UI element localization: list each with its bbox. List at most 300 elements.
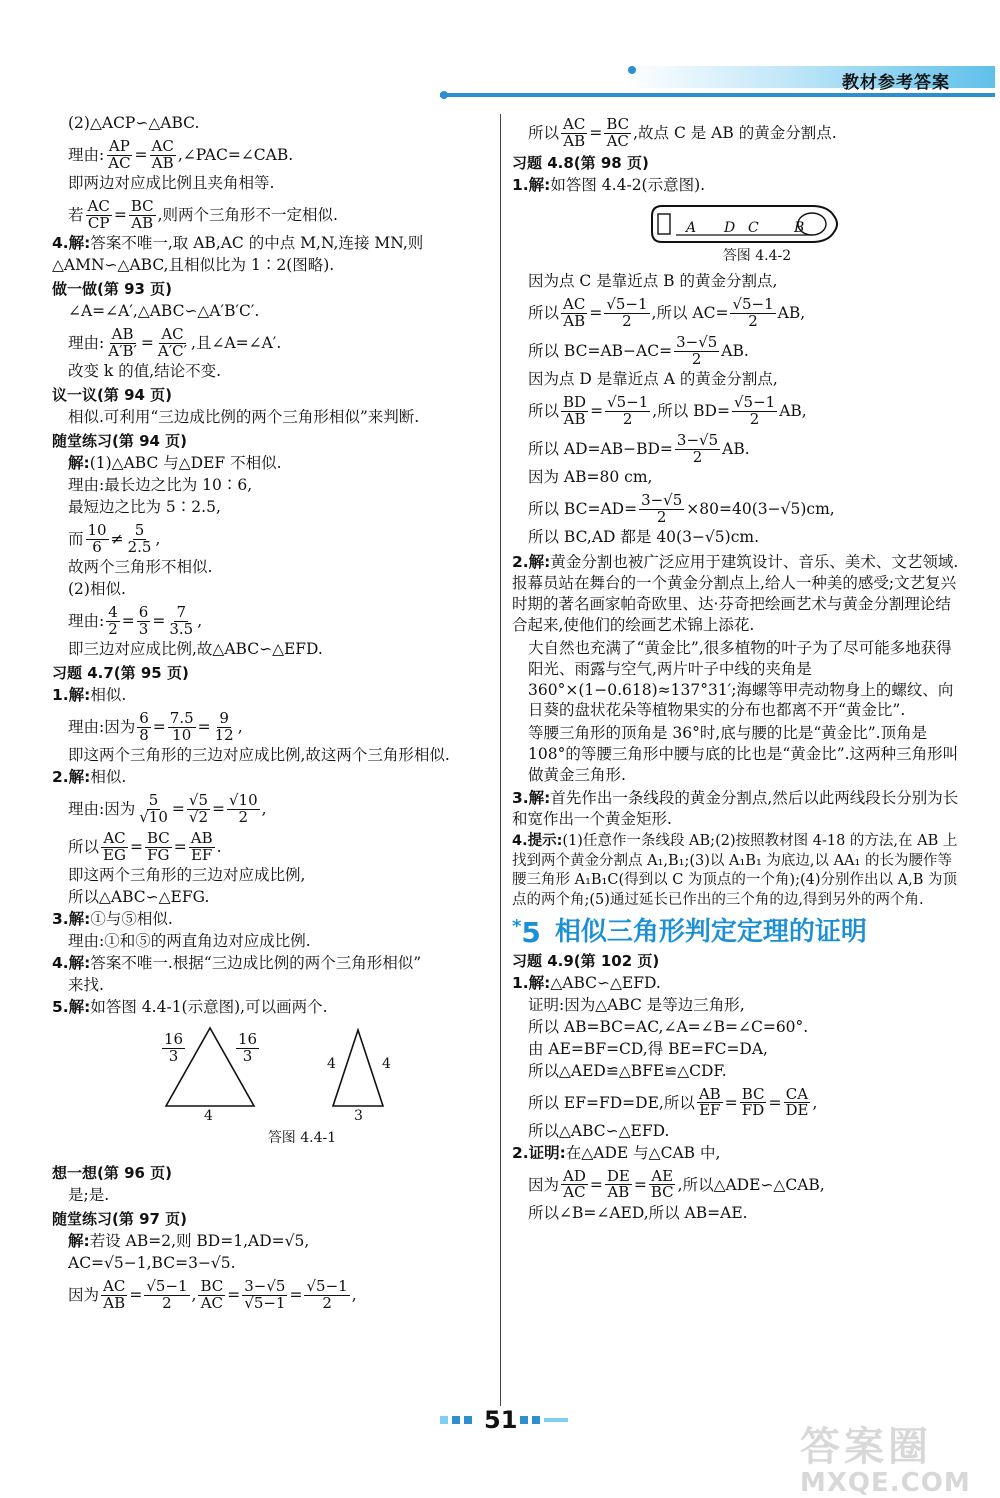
answer-label: 2.解: bbox=[512, 553, 551, 571]
formula-line bbox=[52, 136, 492, 174]
fraction bbox=[168, 708, 196, 744]
text-line: 即这两个三角形的三边对应成比例, bbox=[68, 866, 306, 884]
denominator: AC bbox=[563, 1183, 586, 1202]
numerator: 10 bbox=[87, 520, 107, 539]
operator: = bbox=[152, 717, 166, 736]
text: , bbox=[197, 611, 203, 630]
operator: = bbox=[724, 1093, 738, 1112]
fraction bbox=[675, 430, 720, 466]
text: 如答图 4.4-1(示意图),可以画两个. bbox=[90, 998, 328, 1016]
answer-label: 4.解: bbox=[52, 954, 91, 972]
operator: = bbox=[590, 401, 604, 420]
denominator: EG bbox=[103, 845, 126, 864]
text-line: 因为点 D 是靠近点 A 的黄金分割点, bbox=[528, 370, 778, 388]
text-line: ∠A=∠A′,△ABC∽△A′B′C′. bbox=[68, 302, 260, 320]
violin-outline bbox=[652, 206, 837, 242]
side-label-fraction bbox=[236, 1032, 259, 1065]
numerator: AC bbox=[151, 136, 174, 155]
chapter-number-text: 5 bbox=[521, 916, 541, 950]
operator: = bbox=[633, 1175, 647, 1194]
fraction bbox=[561, 114, 587, 150]
section-heading: 想一想(第 96 页) bbox=[52, 1164, 173, 1182]
denominator: BC bbox=[650, 1183, 674, 1202]
text: ,故点 C 是 AB 的黄金分割点. bbox=[633, 123, 837, 142]
denominator: AB bbox=[563, 131, 586, 150]
fraction bbox=[187, 790, 210, 826]
text: 理由:因为 bbox=[68, 717, 136, 736]
fraction bbox=[106, 324, 139, 360]
denominator: AB bbox=[131, 213, 154, 232]
numerator: √5−1 bbox=[606, 294, 648, 313]
text-line: 来找. bbox=[68, 976, 104, 994]
denominator: AC bbox=[200, 1293, 224, 1312]
fraction bbox=[189, 828, 215, 864]
denominator: √2 bbox=[188, 807, 208, 826]
text: 所以 AD=AB−BD= bbox=[528, 439, 673, 458]
denominator: 2 bbox=[656, 507, 667, 526]
operator: = bbox=[121, 611, 135, 630]
numerator: 5 bbox=[148, 790, 159, 809]
operator: = bbox=[197, 717, 211, 736]
fraction bbox=[106, 602, 120, 638]
text: 如答图 4.4-2(示意图). bbox=[550, 176, 706, 194]
fraction bbox=[740, 1084, 767, 1120]
denominator: 3 bbox=[138, 619, 149, 638]
text: . bbox=[216, 837, 222, 856]
numerator: 6 bbox=[139, 708, 149, 727]
fraction bbox=[137, 602, 151, 638]
fraction bbox=[730, 294, 775, 330]
chapter-mark: * bbox=[512, 916, 522, 938]
formula-line bbox=[512, 430, 962, 468]
fraction bbox=[604, 114, 631, 150]
answer-label: 2.证明: bbox=[512, 1143, 566, 1162]
header-dot bbox=[440, 91, 448, 99]
section-heading: 随堂练习(第 97 页) bbox=[52, 1210, 188, 1228]
text-line: 因为 AB=80 cm, bbox=[528, 468, 653, 486]
section-heading: 习题 4.9(第 102 页) bbox=[512, 951, 660, 970]
numerator: √5−1 bbox=[146, 1276, 188, 1295]
formula-line bbox=[512, 294, 962, 332]
numerator: BC bbox=[200, 1276, 224, 1295]
denominator: 2 bbox=[691, 349, 702, 368]
text-line: 所以 BC,AD 都是 40(3−√5)cm. bbox=[528, 528, 760, 546]
text: AB, bbox=[777, 303, 806, 322]
text: 因为 bbox=[68, 1285, 100, 1304]
numerator: AC bbox=[103, 1276, 126, 1295]
section-heading: 议一议(第 94 页) bbox=[52, 386, 173, 404]
text: 相似. bbox=[90, 686, 127, 704]
answer-line bbox=[52, 954, 492, 976]
column-divider bbox=[500, 114, 501, 1406]
text: 若 bbox=[68, 205, 84, 224]
text: ×80=40(3−√5)cm, bbox=[686, 499, 835, 518]
fraction bbox=[198, 1276, 225, 1312]
text: 答案不唯一.根据“三边成比例的两个三角形相似” bbox=[90, 954, 422, 972]
violin-chinrest bbox=[658, 214, 670, 234]
text-line: 即这两个三角形的三边对应成比例,故这两个三角形相似. bbox=[68, 746, 450, 764]
denominator: CP bbox=[87, 213, 110, 232]
header-dot bbox=[628, 66, 636, 74]
numerator: 3−√5 bbox=[244, 1276, 286, 1295]
denominator: 2 bbox=[748, 311, 758, 330]
text-line: 理由:①和⑤的两直角边对应成比例. bbox=[68, 932, 311, 950]
numerator: 5 bbox=[134, 520, 145, 539]
figure-caption: 答图 4.4-1 bbox=[267, 1130, 337, 1146]
numerator: 3−√5 bbox=[676, 430, 719, 449]
section-heading: 随堂练习(第 94 页) bbox=[52, 432, 188, 450]
footer-dot bbox=[520, 1416, 528, 1424]
point-label: A bbox=[686, 220, 697, 236]
text: 理由: bbox=[68, 333, 105, 352]
denominator: A′B′ bbox=[108, 341, 137, 360]
fraction bbox=[649, 1166, 676, 1202]
text-line: 改变 k 的值,结论不变. bbox=[68, 362, 222, 380]
header-title: 教材参考答案 bbox=[842, 73, 950, 93]
text-line: 所以△ABC∽△EFD. bbox=[528, 1121, 670, 1140]
text: 所以 EF=FD=DE,所以 bbox=[528, 1093, 695, 1112]
answer-line bbox=[52, 454, 492, 476]
formula-line bbox=[52, 324, 492, 362]
numerator: BC bbox=[146, 828, 170, 847]
numerator: 9 bbox=[219, 708, 229, 727]
text: , bbox=[261, 799, 267, 818]
point-label: B bbox=[794, 220, 805, 236]
formula-line bbox=[52, 196, 492, 234]
denominator: √5−1 bbox=[244, 1293, 286, 1312]
denominator: AB bbox=[563, 311, 586, 330]
fraction bbox=[242, 1276, 287, 1312]
denominator: 6 bbox=[92, 537, 102, 556]
numerator: 3−√5 bbox=[641, 490, 683, 509]
fraction bbox=[674, 332, 719, 368]
answer-label: 5.解: bbox=[52, 998, 91, 1016]
numerator: √5−1 bbox=[607, 392, 649, 411]
answer-line bbox=[512, 1144, 962, 1166]
fraction bbox=[604, 294, 649, 330]
operator: = bbox=[129, 1285, 143, 1304]
fraction bbox=[732, 392, 777, 428]
fraction bbox=[697, 1084, 723, 1120]
paragraph: 大自然也充满了“黄金比”,很多植物的叶子为了尽可能多地获得阳光、雨露与空气,两片叶子中线的夹角是 360°×(1−0.618)≈137°31′;海螺等甲壳动物身上的螺纹、向日葵的盘状花朵等植物果实的分布也都离不开“黄金比”. bbox=[528, 638, 954, 720]
fraction bbox=[561, 392, 588, 428]
formula-line bbox=[512, 114, 962, 152]
side-label: 4 bbox=[204, 1108, 213, 1124]
text: 理由:因为 bbox=[68, 799, 136, 818]
chapter-number bbox=[512, 916, 541, 950]
numerator: CA bbox=[785, 1084, 809, 1103]
operator: = bbox=[289, 1285, 303, 1304]
operator: = bbox=[173, 837, 187, 856]
footer-dot bbox=[532, 1416, 540, 1424]
footer-dot bbox=[452, 1416, 460, 1424]
side-label: 4 bbox=[327, 1056, 336, 1072]
operator: = bbox=[152, 611, 166, 630]
denominator: 2 bbox=[108, 619, 118, 638]
fraction bbox=[101, 828, 128, 864]
text: ,所以 BD= bbox=[652, 401, 730, 420]
text-line: 相似.可利用“三边成比例的两个三角形相似”来判断. bbox=[68, 408, 420, 426]
text: 因为 bbox=[528, 1175, 560, 1194]
denominator: AC bbox=[606, 131, 629, 150]
numerator: AP bbox=[108, 136, 130, 155]
denominator: 8 bbox=[139, 725, 149, 744]
numerator: BD bbox=[563, 392, 587, 411]
text: 理由: bbox=[68, 145, 105, 164]
right-column bbox=[512, 114, 962, 1226]
denominator: 2 bbox=[622, 409, 633, 428]
operator: ≠ bbox=[110, 529, 124, 548]
section-heading: 习题 4.8(第 98 页) bbox=[512, 154, 649, 172]
text-line: 理由:最长边之比为 10∶6, bbox=[68, 476, 253, 494]
answer-label: 4.解: bbox=[52, 234, 91, 252]
text-line: 所以△AED≌△BFE≌△CDF. bbox=[528, 1061, 727, 1080]
fraction bbox=[605, 1166, 632, 1202]
text: ,所以△ADE∽△CAB, bbox=[677, 1175, 825, 1194]
denominator: AB bbox=[563, 409, 586, 428]
numerator: √5−1 bbox=[306, 1276, 348, 1295]
text: AB. bbox=[722, 439, 750, 458]
denominator: 3.5 bbox=[169, 619, 194, 638]
text-line: △AMN∽△ABC,且相似比为 1∶2(图略). bbox=[52, 256, 335, 274]
fraction bbox=[106, 136, 132, 172]
denominator: A′C′ bbox=[157, 341, 188, 360]
answer-label: 1.解: bbox=[512, 176, 551, 194]
answer-label: 4.提示: bbox=[512, 832, 563, 849]
footer-dot bbox=[464, 1416, 472, 1424]
denominator: 2 bbox=[622, 311, 632, 330]
formula-line bbox=[52, 1276, 492, 1314]
footer-dots-right bbox=[520, 1416, 570, 1424]
violin-figure bbox=[512, 202, 962, 268]
text: 所以 bbox=[528, 123, 560, 142]
section-heading: 做一做(第 93 页) bbox=[52, 280, 173, 298]
answer-line bbox=[512, 974, 962, 996]
fraction bbox=[150, 136, 176, 172]
numerator: BC bbox=[606, 114, 630, 133]
denominator: 10 bbox=[172, 725, 192, 744]
formula-line bbox=[52, 602, 492, 640]
page-number: 51 bbox=[484, 1406, 518, 1434]
denominator: 2.5 bbox=[127, 537, 152, 556]
formula-line bbox=[512, 1084, 962, 1122]
denominator: AB bbox=[103, 1293, 126, 1312]
text: 答案不唯一,取 AB,AC 的中点 M,N,连接 MN,则 bbox=[90, 234, 424, 252]
text: 所以 BC=AB−AC= bbox=[528, 341, 673, 360]
operator: = bbox=[113, 205, 127, 224]
denominator: DE bbox=[785, 1101, 809, 1120]
denominator: 2 bbox=[322, 1293, 332, 1312]
fraction bbox=[639, 490, 684, 526]
chapter-title: 相似三角形判定定理的证明 bbox=[554, 917, 867, 948]
text: , bbox=[191, 1285, 197, 1304]
fraction bbox=[227, 790, 260, 826]
denominator: 2 bbox=[162, 1293, 172, 1312]
denominator: FD bbox=[741, 1101, 765, 1120]
watermark bbox=[800, 1415, 971, 1498]
operator: = bbox=[212, 799, 225, 818]
text-line: 由 AE=BF=CD,得 BE=FC=DA, bbox=[528, 1039, 768, 1058]
watermark-line: 答案圈 bbox=[800, 1424, 932, 1470]
formula-line bbox=[52, 708, 492, 746]
fraction bbox=[783, 1084, 810, 1120]
denominator: 3 bbox=[242, 1046, 253, 1065]
formula-line bbox=[52, 828, 492, 866]
text: (1)任意作一条线段 AB;(2)按照教材图 4-18 的方法,在 AB 上找到两个黄金分割点 A₁,B₁;(3)以 A₁B₁ 为底边,以 AA₁ 的长为腰作等腰三角形 A₁B₁C(得到以 C 为顶点的一个角);(4)分别作出以 A,B 为顶点的两个角;(5)通过延长已作出的三个角的边,得到另外的两个角. bbox=[512, 832, 958, 908]
triangle-small bbox=[333, 1030, 383, 1106]
text: ,且∠A=∠A′. bbox=[191, 333, 282, 352]
text-line: 所以 AB=BC=AC,∠A=∠B=∠C=60°. bbox=[528, 1017, 809, 1036]
text: AB, bbox=[779, 401, 807, 420]
text: 所以 bbox=[528, 303, 560, 322]
numerator: √5 bbox=[188, 790, 208, 809]
numerator: AC bbox=[103, 828, 126, 847]
fraction bbox=[561, 294, 587, 330]
violin-diagram bbox=[512, 202, 962, 246]
text: ,则两个三角形不一定相似. bbox=[157, 205, 338, 224]
numerator: 6 bbox=[138, 602, 149, 621]
answer-label: 2.解: bbox=[52, 768, 91, 786]
fraction bbox=[145, 828, 172, 864]
text: 首先作出一条线段的黄金分割点,然后以此两线段长分别为长和宽作出一个黄金矩形. bbox=[512, 789, 959, 829]
answer-line bbox=[52, 768, 492, 790]
denominator: 2 bbox=[692, 447, 703, 466]
denominator: AB bbox=[607, 1183, 630, 1202]
text-line: 所以△ABC∽△EFG. bbox=[68, 888, 210, 906]
text-line: 证明:因为△ABC 是等边三角形, bbox=[528, 995, 745, 1014]
point-label: D bbox=[724, 220, 736, 236]
chapter-heading bbox=[512, 916, 962, 950]
footer-dot bbox=[440, 1416, 448, 1424]
numerator: 7 bbox=[176, 602, 187, 621]
fraction bbox=[167, 602, 195, 638]
operator: = bbox=[589, 123, 603, 142]
side-label: 3 bbox=[354, 1108, 363, 1124]
denominator: 3 bbox=[168, 1046, 179, 1065]
answer-paragraph bbox=[512, 832, 962, 910]
text-line: 即三边对应成比例,故△ABC∽△EFD. bbox=[68, 640, 323, 658]
answer-label: 解: bbox=[68, 1232, 90, 1250]
denominator: FG bbox=[147, 845, 170, 864]
left-column bbox=[52, 114, 492, 1314]
text: AB. bbox=[721, 341, 749, 360]
answer-label: 3.解: bbox=[512, 789, 551, 808]
text: , bbox=[812, 1093, 818, 1112]
text-line: (2)相似. bbox=[68, 580, 126, 598]
denominator: 2 bbox=[749, 409, 760, 428]
numerator: AD bbox=[563, 1166, 586, 1185]
triangle-figure bbox=[52, 1024, 492, 1160]
numerator: AB bbox=[698, 1084, 721, 1103]
text-line: 所以∠B=∠AED,所以 AB=AE. bbox=[528, 1203, 748, 1222]
text-line: 因为点 C 是靠近点 B 的黄金分割点, bbox=[528, 272, 778, 290]
numerator: AB bbox=[111, 324, 134, 343]
text: 所以 BC=AD= bbox=[528, 499, 638, 518]
text: 理由: bbox=[68, 611, 105, 630]
text-line: AC=√5−1,BC=3−√5. bbox=[68, 1254, 236, 1272]
text: 所以 bbox=[528, 401, 560, 420]
numerator: 16 bbox=[164, 1030, 184, 1048]
fraction bbox=[86, 520, 109, 556]
text: ,∠PAC=∠CAB. bbox=[177, 145, 294, 164]
numerator: √5−1 bbox=[732, 294, 774, 313]
text: 而 bbox=[68, 529, 84, 548]
numerator: BC bbox=[130, 196, 154, 215]
formula-line bbox=[512, 490, 962, 528]
answer-label: 1.解: bbox=[52, 686, 91, 704]
numerator: AC bbox=[161, 324, 184, 343]
text: 若设 AB=2,则 BD=1,AD=√5, bbox=[89, 1232, 310, 1250]
numerator: AC bbox=[563, 294, 586, 313]
side-label: 4 bbox=[382, 1056, 391, 1072]
watermark-line: MXQE.COM bbox=[800, 1468, 971, 1498]
denominator: EF bbox=[190, 845, 213, 864]
answer-line bbox=[52, 234, 492, 256]
footer-bar bbox=[544, 1418, 568, 1422]
side-label-fraction bbox=[162, 1032, 185, 1065]
denominator: 2 bbox=[238, 807, 249, 826]
operator: = bbox=[589, 1175, 603, 1194]
fraction bbox=[144, 1276, 189, 1312]
paragraph: 等腰三角形的顶角是 36°时,底与腰的比是“黄金比”.顶角是 108°的等腰三角形中腰与底的比也是“黄金比”.这两种三角形叫做黄金三角形. bbox=[528, 724, 959, 785]
operator: = bbox=[140, 333, 154, 352]
numerator: √5−1 bbox=[733, 392, 776, 411]
section-heading: 习题 4.7(第 95 页) bbox=[52, 664, 189, 682]
operator: = bbox=[589, 303, 603, 322]
fraction bbox=[86, 196, 112, 232]
fraction bbox=[213, 708, 236, 744]
answer-paragraph bbox=[512, 788, 962, 830]
figure-caption: 答图 4.4-2 bbox=[722, 248, 792, 264]
formula-line bbox=[52, 790, 492, 828]
answer-line bbox=[52, 1232, 492, 1254]
header-line bbox=[440, 93, 995, 97]
fraction bbox=[137, 790, 170, 826]
text: ,所以 AC= bbox=[651, 303, 729, 322]
text-line: 即两边对应成比例且夹角相等. bbox=[68, 174, 275, 192]
operator: = bbox=[768, 1093, 782, 1112]
formula-line bbox=[512, 332, 962, 370]
numerator: 3−√5 bbox=[676, 332, 718, 351]
text: 黄金分割也被广泛应用于建筑设计、音乐、美术、文艺领域.报幕员站在舞台的一个黄金分割点上,给人一种美的感受;文艺复兴时期的著名画家帕奇欧里、达·芬奇把绘画艺术与黄金分割理论结合起来,使他们的绘画艺术锦上添花. bbox=[512, 553, 959, 634]
fraction bbox=[129, 196, 156, 232]
text: ①与⑤相似. bbox=[90, 910, 173, 928]
text: (1)△ABC 与△DEF 不相似. bbox=[89, 454, 282, 472]
answer-line bbox=[52, 998, 492, 1020]
text-line: 故两个三角形不相似. bbox=[68, 558, 213, 576]
formula-line bbox=[512, 392, 962, 430]
text: , bbox=[155, 529, 161, 548]
triangle-diagram bbox=[52, 1024, 492, 1134]
fraction bbox=[137, 708, 151, 744]
answer-line bbox=[52, 910, 492, 932]
operator: = bbox=[129, 837, 143, 856]
fraction bbox=[605, 392, 650, 428]
numerator: AE bbox=[651, 1166, 674, 1185]
numerator: BC bbox=[741, 1084, 765, 1103]
fraction bbox=[156, 324, 189, 360]
text: 在△ADE 与△CAB 中, bbox=[565, 1143, 721, 1162]
text: △ABC∽△EFD. bbox=[550, 973, 661, 992]
footer-dots-left bbox=[440, 1416, 480, 1424]
answer-line bbox=[52, 686, 492, 708]
numerator: DE bbox=[606, 1166, 630, 1185]
formula-line bbox=[512, 1166, 962, 1204]
numerator: 16 bbox=[238, 1030, 258, 1048]
text: , bbox=[237, 717, 243, 736]
text: 所以 bbox=[68, 837, 100, 856]
text: , bbox=[351, 1285, 357, 1304]
